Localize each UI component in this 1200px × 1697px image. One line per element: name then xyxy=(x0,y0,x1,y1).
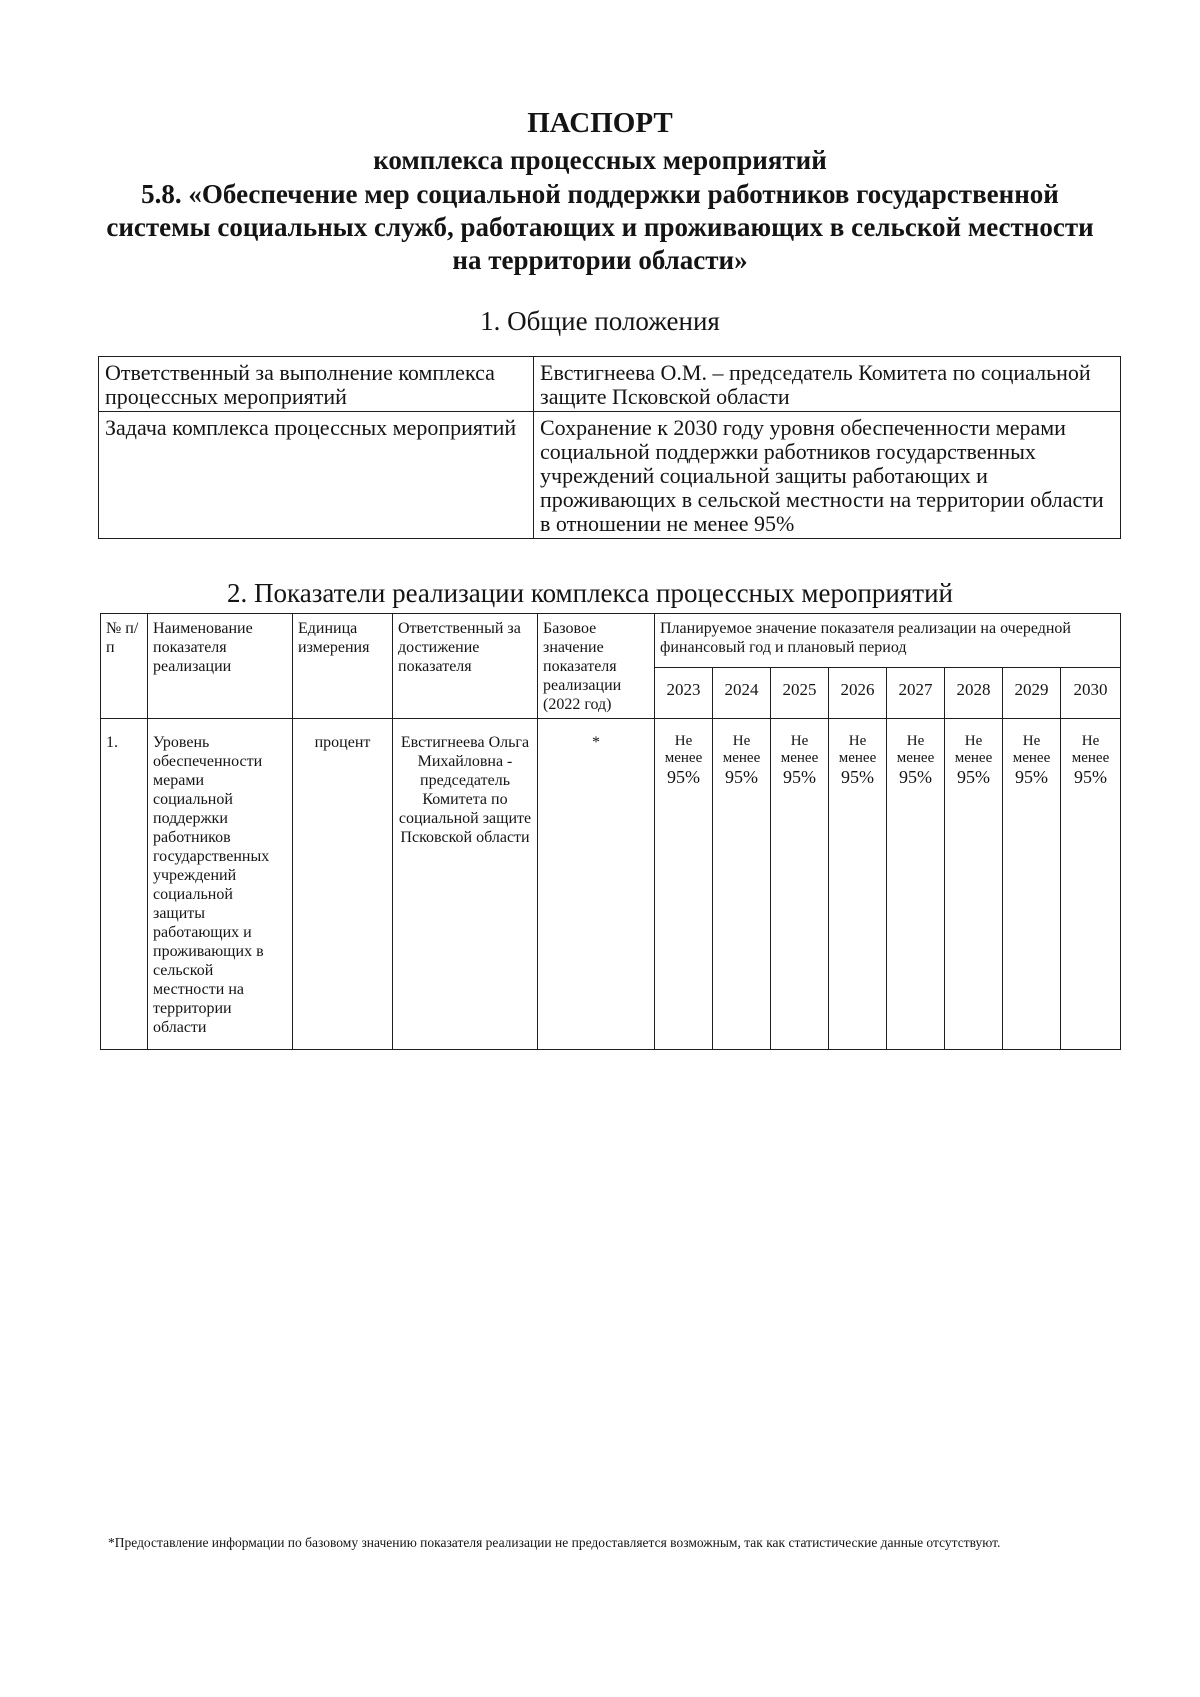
footnote: *Предоставление информации по базовому значению показателя реализации не предоставляется возможным, так как статистические данные отсутствуют. xyxy=(108,1535,1001,1550)
planned-value-word: Не менее xyxy=(838,733,877,766)
indicators-table xyxy=(100,613,1121,1050)
section-indicators-title: 2. Показатели реализации комплекса процессных мероприятий xyxy=(227,578,953,608)
planned-value xyxy=(655,719,713,1050)
planned-value xyxy=(887,719,945,1050)
responsible-value: Евстигнеева О.М. – председатель Комитета по социальной защите Псковской области xyxy=(534,357,1121,412)
planned-value-pct: 95% xyxy=(783,767,816,787)
document-title: ПАСПОРТ xyxy=(527,107,673,139)
planned-value-pct: 95% xyxy=(1015,767,1048,787)
responsible-label: Ответственный за выполнение комплекса процессных мероприятий xyxy=(99,357,534,412)
header-planned-value: Планируемое значение показателя реализации на очередной финансовый год и плановый период xyxy=(655,614,1121,668)
header-base-value: Базовое значение показателя реализации (2022 год) xyxy=(538,614,655,719)
table-header-row xyxy=(101,614,1121,668)
planned-value-word: Не менее xyxy=(896,733,935,766)
general-provisions-table xyxy=(98,356,1121,539)
indicator-base-value: * xyxy=(538,719,655,1050)
planned-value-pct: 95% xyxy=(1074,767,1107,787)
table-row xyxy=(99,412,1121,539)
header-year: 2026 xyxy=(829,667,887,718)
header-year: 2027 xyxy=(887,667,945,718)
indicator-responsible: Евстигнеева Ольга Михайловна - председатель Комитета по социальной защите Псковской области xyxy=(393,719,538,1050)
header-responsible: Ответственный за достижение показателя xyxy=(393,614,538,719)
header-year: 2025 xyxy=(771,667,829,718)
planned-value xyxy=(945,719,1003,1050)
header-num: № п/п xyxy=(101,614,148,719)
indicator-unit: процент xyxy=(293,719,393,1050)
header-year: 2030 xyxy=(1061,667,1121,718)
planned-value xyxy=(829,719,887,1050)
planned-value-word: Не менее xyxy=(780,733,819,766)
planned-value xyxy=(713,719,771,1050)
row-num: 1. xyxy=(101,719,148,1050)
header-year: 2023 xyxy=(655,667,713,718)
planned-value-pct: 95% xyxy=(725,767,758,787)
header-name: Наименование показателя реализации xyxy=(148,614,293,719)
section-general-title: 1. Общие положения xyxy=(480,306,720,336)
planned-value-word: Не менее xyxy=(1071,733,1110,766)
table-row xyxy=(99,357,1121,412)
header-year: 2028 xyxy=(945,667,1003,718)
planned-value-word: Не менее xyxy=(722,733,761,766)
program-name: 5.8. «Обеспечение мер социальной поддержки работников государственной системы социальных служб, работающих и проживающих в сельской местности на территории области» xyxy=(106,179,1094,275)
planned-value xyxy=(771,719,829,1050)
task-label: Задача комплекса процессных мероприятий xyxy=(99,412,534,539)
task-value: Сохранение к 2030 году уровня обеспеченности мерами социальной поддержки работников государственных учреждений социальной защиты работающих и проживающих в сельской местности на территории области в отношении не менее 95% xyxy=(534,412,1121,539)
planned-value-pct: 95% xyxy=(899,767,932,787)
document-subtitle: комплекса процессных мероприятий xyxy=(373,145,827,175)
planned-value-word: Не менее xyxy=(954,733,993,766)
planned-value-word: Не менее xyxy=(1012,733,1051,766)
planned-value-word: Не менее xyxy=(664,733,703,766)
planned-value-pct: 95% xyxy=(667,767,700,787)
planned-value-pct: 95% xyxy=(957,767,990,787)
table-row xyxy=(101,719,1121,1050)
indicator-name: Уровень обеспеченности мерами социальной поддержки работников государственных учреждений социальной защиты работающих и проживающих в сельской местности на территории области xyxy=(148,719,293,1050)
planned-value xyxy=(1003,719,1061,1050)
planned-value-pct: 95% xyxy=(841,767,874,787)
planned-value xyxy=(1061,719,1121,1050)
header-year: 2029 xyxy=(1003,667,1061,718)
header-unit: Единица измерения xyxy=(293,614,393,719)
header-year: 2024 xyxy=(713,667,771,718)
